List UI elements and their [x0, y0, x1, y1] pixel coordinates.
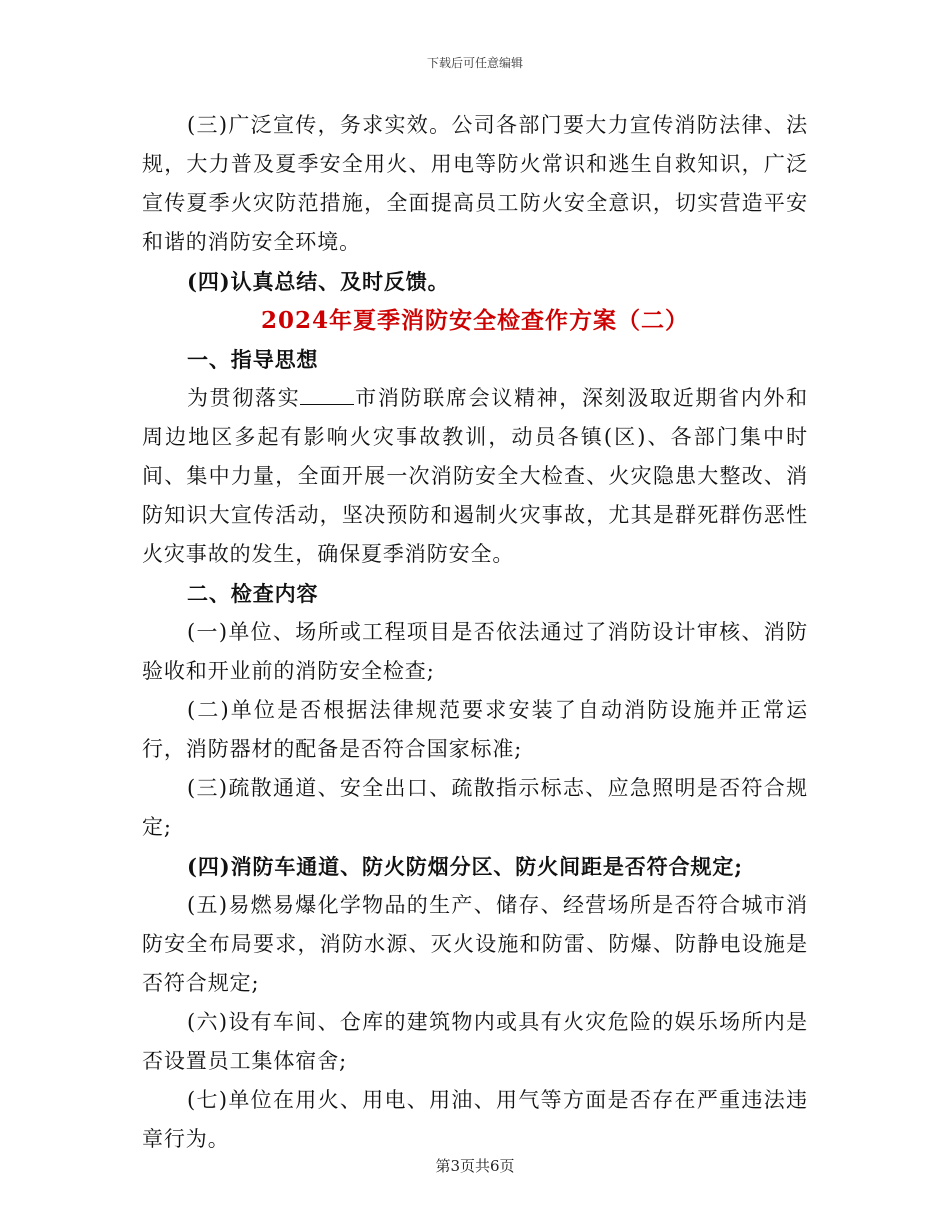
inspection-item-6: (六)设有车间、仓库的建筑物内或具有火灾危险的娱乐场所内是否设置员工集体宿舍;: [142, 1010, 808, 1073]
blank-fill-line: [300, 386, 354, 405]
heading-inspection-content: 二、检查内容: [187, 581, 319, 606]
guiding-text-rest: 市消防联席会议精神，深刻汲取近期省内外和周边地区多起有影响火灾事故教训，动员各镇(区)、各部门集中时间、集中力量，全面开展一次消防安全大检查、火灾隐患大整改、消防知识大宣传活动，坚决预防和遏制火灾事故，尤其是群死群伤恶性火灾事故的发生，确保夏季消防安全。: [142, 386, 809, 566]
paragraph-summary-feedback: (四)认真总结、及时反馈。: [187, 269, 450, 294]
inspection-item-1: (一)单位、场所或工程项目是否依法通过了消防设计审核、消防验收和开业前的消防安全检查;: [142, 620, 808, 683]
guiding-text-start: 为贯彻落实: [187, 386, 301, 410]
inspection-item-2: (二)单位是否根据法律规范要求安装了自动消防设施并正常运行，消防器材的配备是否符合国家标准;: [142, 698, 808, 761]
document-body: [142, 106, 808, 1159]
inspection-item-7: (七)单位在用火、用电、用油、用气等方面是否存在严重违法违章行为。: [142, 1088, 808, 1151]
paragraph-publicity: (三)广泛宣传，务求实效。公司各部门要大力宣传消防法律、法规，大力普及夏季安全用火、用电等防火常识和逃生自救知识，广泛宣传夏季火灾防范措施，全面提高员工防火安全意识，切实营造平安和谐的消防安全环境。: [142, 113, 808, 254]
page-header-note: 下载后可任意编辑: [426, 56, 523, 70]
inspection-item-3: (三)疏散通道、安全出口、疏散指示标志、应急照明是否符合规定;: [142, 776, 808, 839]
page-number: 第3页共6页: [435, 1157, 515, 1175]
inspection-item-4: (四)消防车通道、防火防烟分区、防火间距是否符合规定;: [187, 854, 743, 879]
heading-guiding-ideology: 一、指导思想: [187, 347, 319, 372]
document-title: 2024年夏季消防安全检查作方案（二）: [260, 307, 689, 334]
paragraph-guiding-ideology: [142, 379, 808, 574]
inspection-item-5: (五)易燃易爆化学物品的生产、储存、经营场所是否符合城市消防安全布局要求，消防水源、灭火设施和防雷、防爆、防静电设施是否符合规定;: [142, 893, 808, 995]
